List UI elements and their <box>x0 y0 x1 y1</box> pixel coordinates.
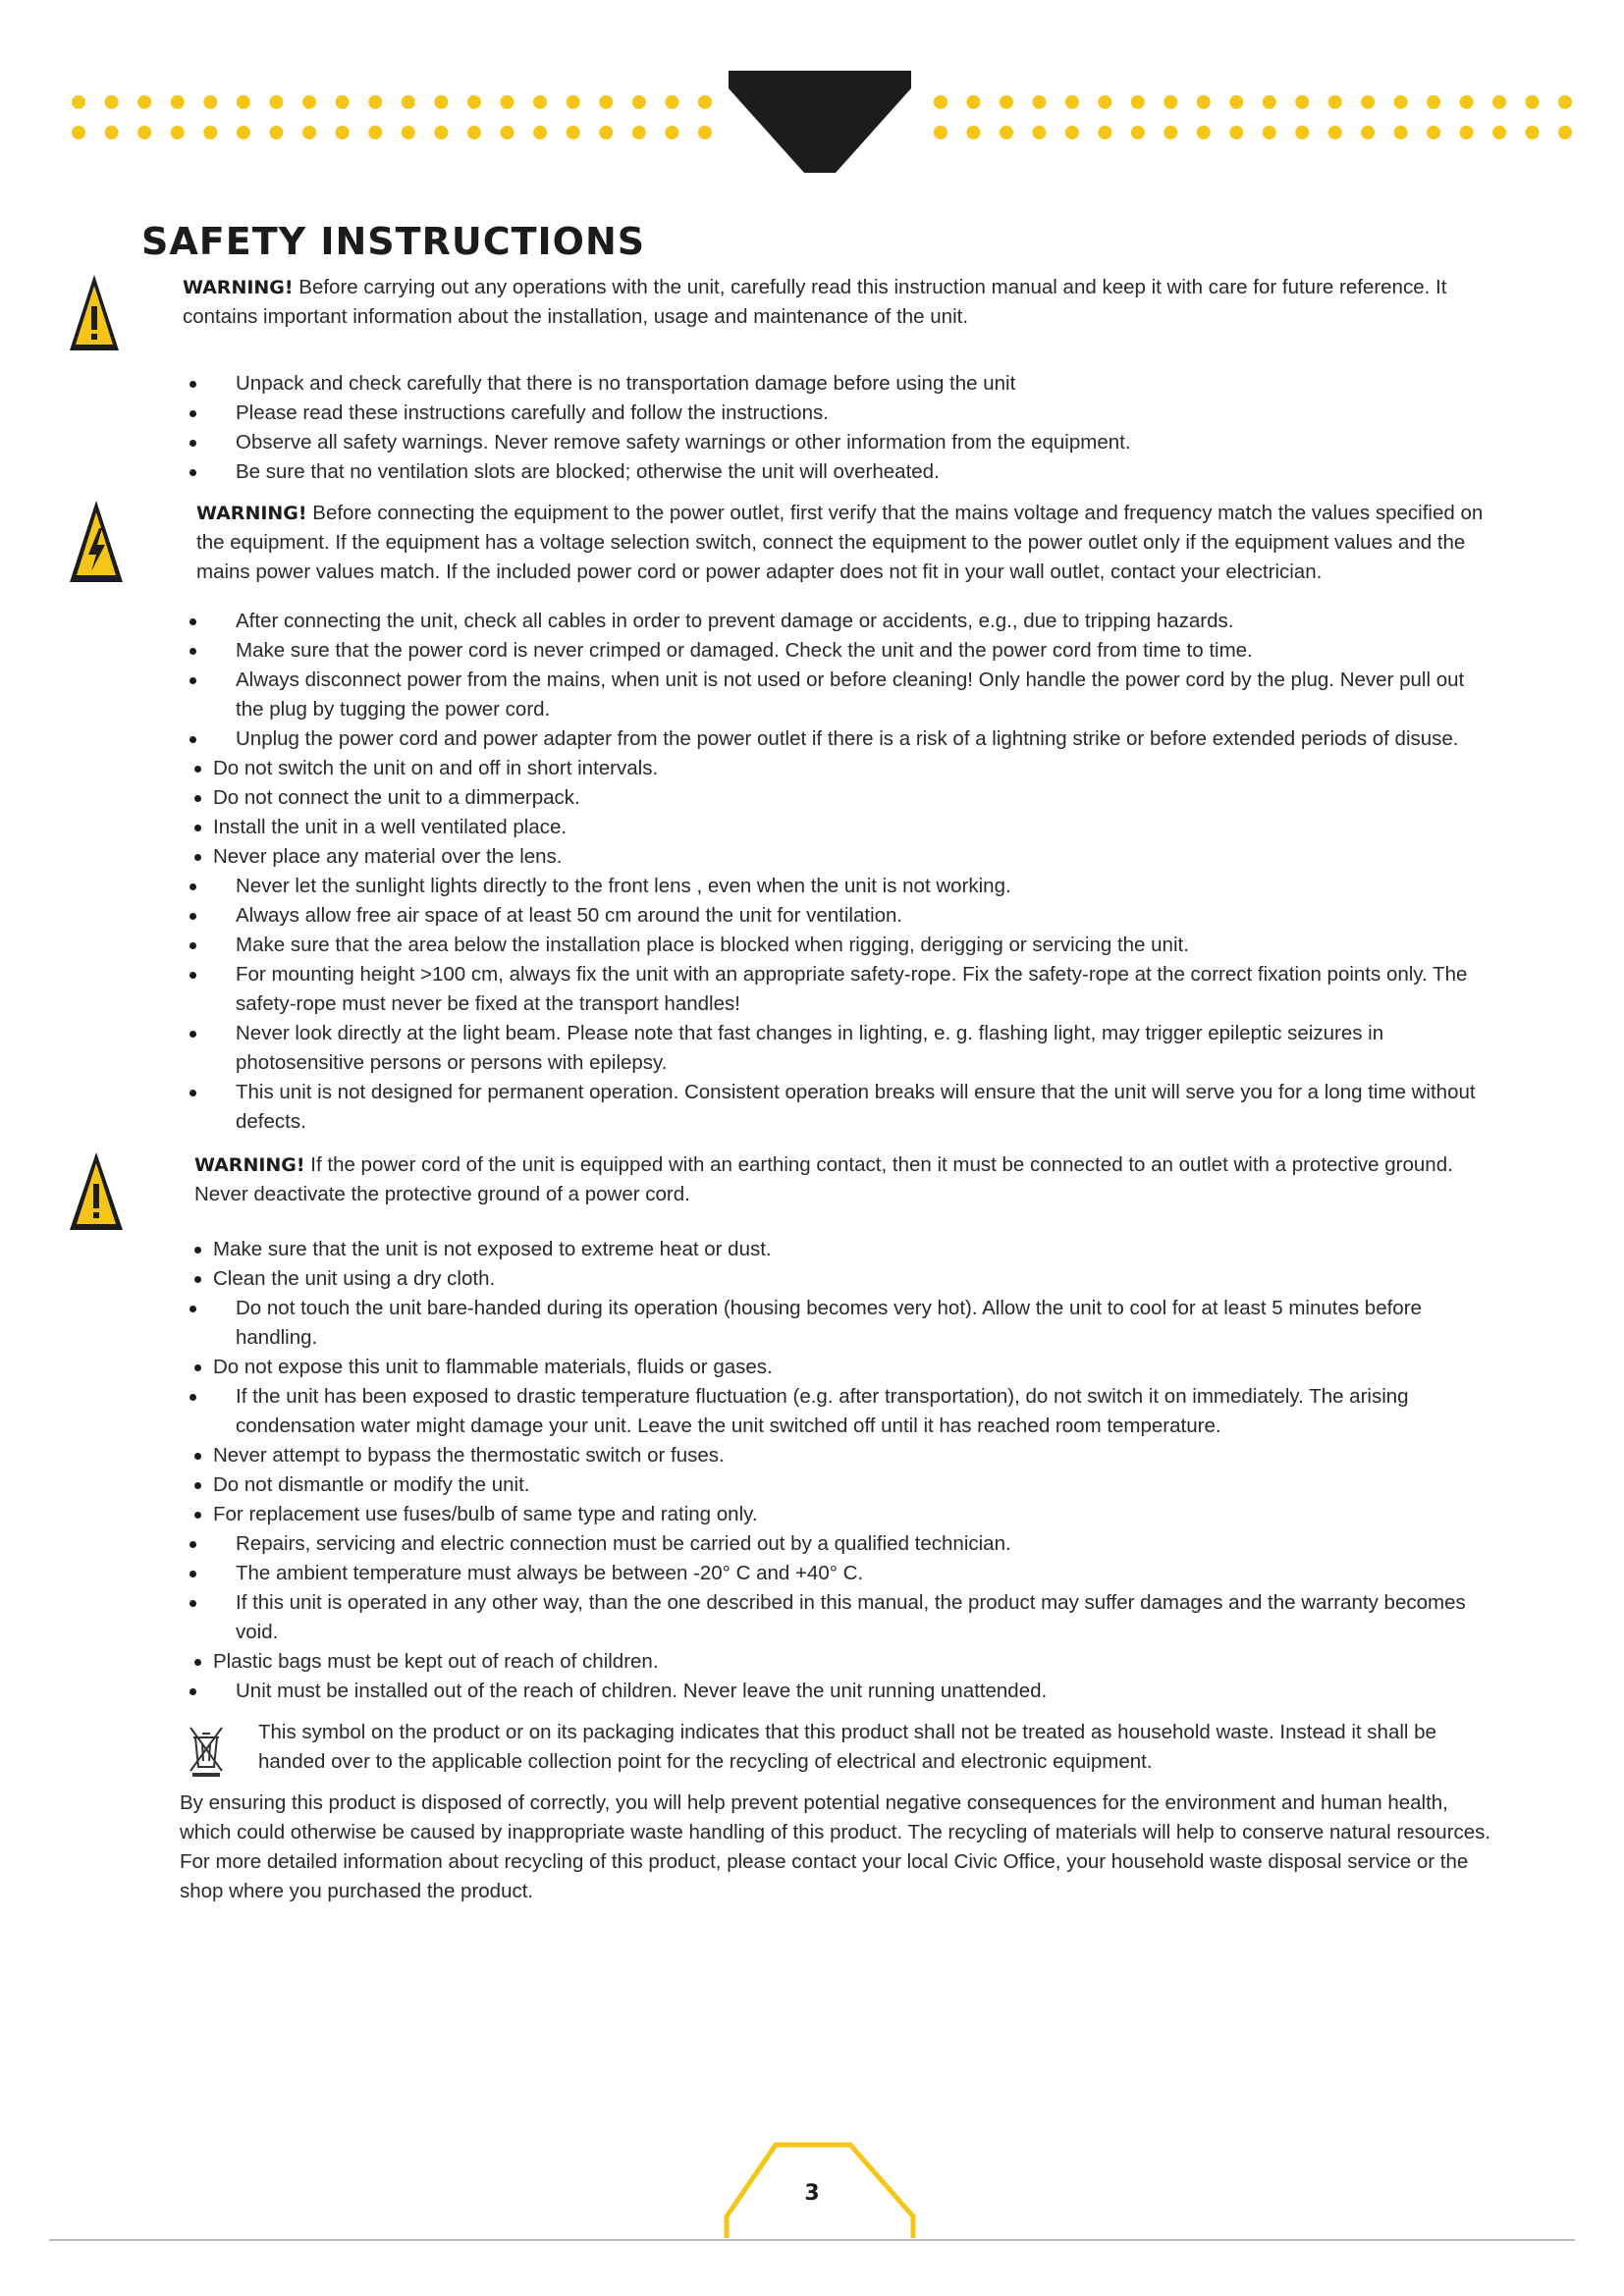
bullet-list <box>69 369 1492 487</box>
header-dot <box>567 126 580 139</box>
header-dot <box>1361 95 1375 109</box>
header-dot <box>1558 95 1572 109</box>
list-item: Do not expose this unit to flammable materials, fluids or gases. <box>69 1353 1492 1382</box>
header-dot <box>105 126 119 139</box>
electric-hazard-icon <box>69 499 124 585</box>
header-dot <box>336 126 350 139</box>
list-item: Unplug the power cord and power adapter from the power outlet if there is a risk of a lightning strike or before extended periods of disuse. <box>69 724 1492 754</box>
warning-paragraph <box>69 1150 1492 1209</box>
warning-block-power <box>69 499 1492 587</box>
list-item: Clean the unit using a dry cloth. <box>69 1264 1492 1294</box>
weee-crossed-bin-icon <box>185 1724 228 1779</box>
header-dot <box>1427 95 1440 109</box>
list-item: The ambient temperature must always be between -20° C and +40° C. <box>69 1559 1492 1588</box>
header-dot <box>1427 126 1440 139</box>
list-item: Always allow free air space of at least 50 cm around the unit for ventilation. <box>69 901 1492 931</box>
header-dot <box>966 126 980 139</box>
header-dot <box>1197 126 1211 139</box>
header-dot <box>1197 95 1211 109</box>
header-dot <box>966 95 980 109</box>
header-dot <box>1328 126 1342 139</box>
header-dot <box>1263 126 1276 139</box>
header-dot <box>1098 95 1111 109</box>
header-dot <box>171 95 185 109</box>
header-dot <box>665 95 678 109</box>
list-item: Unit must be installed out of the reach of children. Never leave the unit running unattended. <box>69 1677 1492 1706</box>
warning-keyword: WARNING! <box>196 503 307 524</box>
header-dot <box>632 126 646 139</box>
warning-keyword: WARNING! <box>183 277 294 298</box>
header-dot <box>467 126 481 139</box>
header-dot <box>105 95 119 109</box>
warning-text: Before connecting the equipment to the power outlet, first verify that the mains voltage and frequency match the values specified on the equipment. If the equipment has a voltage selection switch, connect the equipment to the power outlet only if the equipment values and the mains power values match. If the included power cord or power adapter does not fit in your wall outlet, contact your electrician. <box>196 502 1484 583</box>
header-dot <box>533 126 547 139</box>
header-dot <box>632 95 646 109</box>
warning-text: If the power cord of the unit is equipped with an earthing contact, then it must be connected to an outlet with a protective ground. Never deactivate the protective ground of a power cord. <box>194 1153 1453 1205</box>
header-dot <box>533 95 547 109</box>
list-item: This unit is not designed for permanent operation. Consistent operation breaks will ensure that the unit will serve you for a long time without defects. <box>69 1078 1492 1137</box>
header-dot <box>1361 126 1375 139</box>
list-item: Do not connect the unit to a dimmerpack. <box>69 783 1492 813</box>
header-dot <box>171 126 185 139</box>
warning-triangle-icon <box>69 1150 124 1233</box>
page-number: 3 <box>804 2181 820 2206</box>
header-dot <box>1492 95 1506 109</box>
list-item: Do not dismantle or modify the unit. <box>69 1470 1492 1500</box>
list-item: Never let the sunlight lights directly to the front lens , even when the unit is not working. <box>69 872 1492 901</box>
list-item: Make sure that the area below the installation place is blocked when rigging, derigging or servicing the unit. <box>69 931 1492 960</box>
header-dot <box>137 95 151 109</box>
warning-text: Before carrying out any operations with the unit, carefully read this instruction manual and keep it with care for future reference. It contains important information about the installation, usage and maintenance of the unit. <box>183 276 1447 328</box>
header-dot <box>269 95 283 109</box>
list-item: Never look directly at the light beam. Please note that fast changes in lighting, e. g. flashing light, may trigger epileptic seizures in photosensitive persons or persons with epilepsy. <box>69 1019 1492 1078</box>
bullet-list <box>69 607 1492 1137</box>
header-chevron <box>729 71 911 173</box>
header-dot <box>1000 95 1013 109</box>
header-dot <box>501 95 514 109</box>
header-dot <box>1131 95 1145 109</box>
header-dot <box>1229 95 1243 109</box>
warning-keyword: WARNING! <box>194 1154 305 1176</box>
header-dot <box>137 126 151 139</box>
header-dot <box>434 126 448 139</box>
header-dot <box>599 126 613 139</box>
list-item: Make sure that the unit is not exposed to extreme heat or dust. <box>69 1235 1492 1264</box>
header-dot <box>1558 126 1572 139</box>
list-item: For replacement use fuses/bulb of same type and rating only. <box>69 1500 1492 1529</box>
header-dot <box>402 126 415 139</box>
list-item: Plastic bags must be kept out of reach of children. <box>69 1647 1492 1677</box>
header-dot <box>567 95 580 109</box>
list-item: Repairs, servicing and electric connection must be carried out by a qualified technician. <box>69 1529 1492 1559</box>
header-dot <box>1032 95 1046 109</box>
header-dot <box>1460 126 1474 139</box>
header-dot <box>467 95 481 109</box>
list-item: After connecting the unit, check all cables in order to prevent damage or accidents, e.g., due to tripping hazards. <box>69 607 1492 636</box>
warning-triangle-icon <box>69 273 120 355</box>
header-dot <box>1032 126 1046 139</box>
warning-block-ground <box>69 1150 1492 1235</box>
list-item: Do not touch the unit bare-handed during its operation (housing becomes very hot). Allow the unit to cool for at least 5 minutes before handling. <box>69 1294 1492 1353</box>
safety-content <box>69 273 1492 1906</box>
warning-paragraph <box>69 273 1492 332</box>
list-item: For mounting height >100 cm, always fix the unit with an appropriate safety-rope. Fix the safety-rope at the correct fixation points only. The safety-rope must never be fixed at the transport handles! <box>69 960 1492 1019</box>
warning-block-general <box>69 273 1492 357</box>
header-dot <box>1164 95 1177 109</box>
header-dot <box>1263 95 1276 109</box>
header-dot <box>72 126 85 139</box>
list-item: Install the unit in a well ventilated place. <box>69 813 1492 842</box>
header-dot <box>1131 126 1145 139</box>
header-dot <box>1460 95 1474 109</box>
header-dot <box>1526 126 1540 139</box>
header-dot <box>302 126 316 139</box>
header-dot <box>336 95 350 109</box>
header-dot <box>434 95 448 109</box>
bullet-list <box>69 1235 1492 1706</box>
header-dot <box>599 95 613 109</box>
header-dot <box>402 95 415 109</box>
weee-notice <box>69 1718 1492 1777</box>
list-item: Be sure that no ventilation slots are blocked; otherwise the unit will overheated. <box>69 457 1492 487</box>
header-dot <box>934 95 947 109</box>
header-dot <box>237 126 250 139</box>
header-dot <box>665 126 678 139</box>
header-dot <box>203 95 217 109</box>
header-dot <box>1394 95 1408 109</box>
list-item: Do not switch the unit on and off in short intervals. <box>69 754 1492 783</box>
header-dot <box>1065 126 1079 139</box>
header-dot <box>1492 126 1506 139</box>
header-dot <box>203 126 217 139</box>
header-decoration <box>0 0 1624 196</box>
list-item: Never attempt to bypass the thermostatic switch or fuses. <box>69 1441 1492 1470</box>
header-dot <box>302 95 316 109</box>
header-dot <box>269 126 283 139</box>
list-item: Observe all safety warnings. Never remove safety warnings or other information from the equipment. <box>69 428 1492 457</box>
header-dot <box>698 95 712 109</box>
list-item: Always disconnect power from the mains, when unit is not used or before cleaning! Only handle the power cord by the plug. Never pull out the plug by tugging the power cord. <box>69 666 1492 724</box>
header-dot <box>1000 126 1013 139</box>
list-item: Make sure that the power cord is never crimped or damaged. Check the unit and the power cord from time to time. <box>69 636 1492 666</box>
header-dot <box>1526 95 1540 109</box>
header-dot <box>368 95 382 109</box>
header-dot <box>1295 95 1309 109</box>
header-dot <box>1164 126 1177 139</box>
header-dot <box>698 126 712 139</box>
header-dot <box>934 126 947 139</box>
header-dot <box>1394 126 1408 139</box>
warning-paragraph <box>69 499 1492 587</box>
header-dot <box>368 126 382 139</box>
page-title: SAFETY INSTRUCTIONS <box>141 220 646 263</box>
header-dot <box>501 126 514 139</box>
list-item: If the unit has been exposed to drastic temperature fluctuation (e.g. after transportation), do not switch it on immediately. The arising condensation water might damage your unit. Leave the unit switched off until it has reached room temperature. <box>69 1382 1492 1441</box>
list-item: Never place any material over the lens. <box>69 842 1492 872</box>
header-dot <box>72 95 85 109</box>
header-dot <box>1295 126 1309 139</box>
header-dot <box>1065 95 1079 109</box>
disposal-paragraph: By ensuring this product is disposed of correctly, you will help prevent potential negative consequences for the environment and human health, which could otherwise be caused by inappropriate waste handling of this product. The recycling of materials will help to conserve natural resources. For more detailed information about recycling of this product, please contact your local Civic Office, your household waste disposal service or the shop where you purchased the product. <box>180 1791 1491 1902</box>
header-dot <box>237 95 250 109</box>
list-item: If this unit is operated in any other way, than the one described in this manual, the product may suffer damages and the warranty becomes void. <box>69 1588 1492 1647</box>
list-item: Unpack and check carefully that there is no transportation damage before using the unit <box>69 369 1492 399</box>
header-dot <box>1229 126 1243 139</box>
weee-text: This symbol on the product or on its packaging indicates that this product shall not be treated as household waste. Instead it shall be handed over to the applicable collection point for the recycling of electrical and electronic equipment. <box>258 1721 1436 1773</box>
header-dot <box>1098 126 1111 139</box>
header-dot <box>1328 95 1342 109</box>
list-item: Please read these instructions carefully and follow the instructions. <box>69 399 1492 428</box>
